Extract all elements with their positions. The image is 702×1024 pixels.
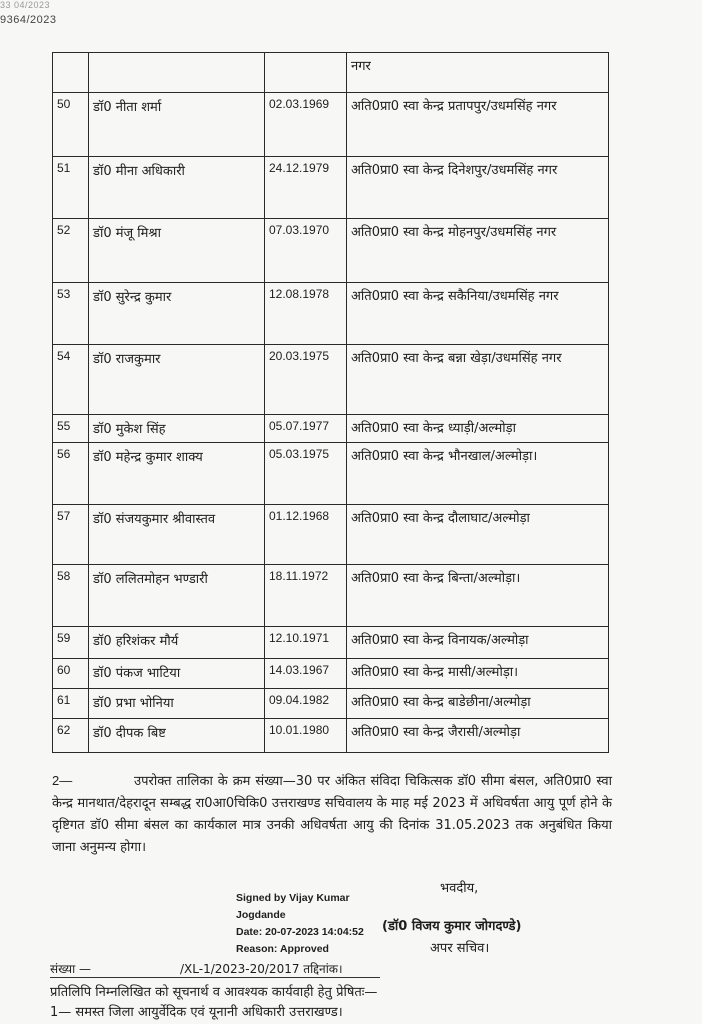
doctor-posting-table [52, 52, 609, 753]
officer-name: (डॉ0 विजय कुमार जोगदण्डे) [382, 919, 522, 934]
posting-place: अति0प्रा0 स्वा केन्द्र विनायक/अल्मोड़ा [347, 627, 609, 659]
table-row [53, 719, 609, 753]
posting-place: अति0प्रा0 स्वा केन्द्र बाडेछीना/अल्मोड़ा [347, 689, 609, 719]
posting-place: अति0प्रा0 स्वा केन्द्र जैरासी/अल्मोड़ा [347, 719, 609, 753]
posting-place: अति0प्रा0 स्वा केन्द्र दौलाघाट/अल्मोड़ा [347, 505, 609, 565]
signature-signed-by: Signed by Vijay Kumar [236, 892, 350, 904]
officer-designation: अपर सचिव। [430, 941, 490, 956]
table-row [53, 93, 609, 157]
posting-place: अति0प्रा0 स्वा केन्द्र बन्ना खेड़ा/उधमसिंह नगर [347, 345, 609, 415]
faint-reference: 33 04/2023 [0, 0, 51, 10]
serial-number: 55 [53, 415, 89, 443]
table-row [53, 283, 609, 345]
doctor-name: डॉ0 मुकेश सिंह [89, 415, 265, 443]
doctor-name: डॉ0 महेन्द्र कुमार शाक्य [89, 443, 265, 505]
doctor-name: डॉ0 नीता शर्मा [89, 93, 265, 157]
serial-number: 50 [53, 93, 89, 157]
posting-place: अति0प्रा0 स्वा केन्द्र मोहनपुर/उधमसिंह नगर [347, 219, 609, 283]
table-row [53, 565, 609, 627]
copy-to-heading: प्रतिलिपि निम्नलिखित को सूचनार्थ व आवश्यक कार्यवाही हेतु प्रेषितः— [50, 985, 378, 1000]
posting-place: अति0प्रा0 स्वा केन्द्र ध्याड़ी/अल्मोड़ा [347, 415, 609, 443]
table-row [53, 505, 609, 565]
table-row [53, 157, 609, 219]
dispatch-reference [50, 960, 380, 978]
posting-place: अति0प्रा0 स्वा केन्द्र बिन्ता/अल्मोड़ा। [347, 565, 609, 627]
signature-date: Date: 20-07-2023 14:04:52 [236, 926, 364, 938]
doctor-name: डॉ0 हरिशंकर मौर्य [89, 627, 265, 659]
doctor-name: डॉ0 प्रभा भोनिया [89, 689, 265, 719]
date-of-birth: 05.03.1975 [265, 443, 347, 505]
serial-number: 51 [53, 157, 89, 219]
posting-place: अति0प्रा0 स्वा केन्द्र मासी/अल्मोड़ा। [347, 659, 609, 689]
date-of-birth: 10.01.1980 [265, 719, 347, 753]
table-row [53, 443, 609, 505]
doctor-name: डॉ0 दीपक बिष्ट [89, 719, 265, 753]
note-paragraph [52, 770, 612, 859]
date-of-birth: 18.11.1972 [265, 565, 347, 627]
posting-place: अति0प्रा0 स्वा केन्द्र सकैनिया/उधमसिंह नगर [347, 283, 609, 345]
serial-number [53, 53, 89, 93]
document-reference: 9364/2023 [0, 14, 57, 26]
posting-place: अति0प्रा0 स्वा केन्द्र भौनखाल/अल्मोड़ा। [347, 443, 609, 505]
doctor-name: डॉ0 मीना अधिकारी [89, 157, 265, 219]
date-of-birth [265, 53, 347, 93]
closing-salutation: भवदीय, [440, 881, 479, 896]
doctor-name: डॉ0 संजयकुमार श्रीवास्तव [89, 505, 265, 565]
posting-place: नगर [347, 53, 609, 93]
serial-number: 54 [53, 345, 89, 415]
table-row [53, 53, 609, 93]
table-row [53, 689, 609, 719]
table-row [53, 415, 609, 443]
serial-number: 59 [53, 627, 89, 659]
doctor-name: डॉ0 मंजू मिश्रा [89, 219, 265, 283]
date-of-birth: 12.08.1978 [265, 283, 347, 345]
serial-number: 56 [53, 443, 89, 505]
reference-number: /XL-1/2023-20/2017 तद्दिनांक। [180, 962, 343, 976]
copy-recipient-item: 1— समस्त जिला आयुर्वेदिक एवं यूनानी अधिकारी उत्तराखण्ड। [50, 1005, 343, 1020]
reference-label: संख्या — [50, 962, 92, 976]
date-of-birth: 24.12.1979 [265, 157, 347, 219]
doctor-name: डॉ0 सुरेन्द्र कुमार [89, 283, 265, 345]
serial-number: 58 [53, 565, 89, 627]
date-of-birth: 07.03.1970 [265, 219, 347, 283]
note-text: उपरोक्त तालिका के क्रम संख्या—30 पर अंकित संविदा चिकित्सक डॉ0 सीमा बंसल, अति0प्रा0 स्वा केन्द्र मानथात/देहरादून सम्बद्ध रा0आ0चिकि0 उत्तराखण्ड सचिवालय के माह मई 2023 में अधिवर्षता आयु पूर्ण होने के दृष्टिगत डॉ0 सीमा बंसल का कार्यकाल मात्र उनकी अधिवर्षता आयु की दिनांक 31.05.2023 तक अनुबंधित किया जाना अनुमन्य होगा। [52, 774, 612, 855]
serial-number: 61 [53, 689, 89, 719]
table-row [53, 219, 609, 283]
doctor-name: डॉ0 राजकुमार [89, 345, 265, 415]
doctor-name: डॉ0 पंकज भाटिया [89, 659, 265, 689]
date-of-birth: 20.03.1975 [265, 345, 347, 415]
signature-surname: Jogdande [236, 909, 286, 921]
serial-number: 62 [53, 719, 89, 753]
date-of-birth: 01.12.1968 [265, 505, 347, 565]
doctor-name: डॉ0 ललितमोहन भण्डारी [89, 565, 265, 627]
date-of-birth: 09.04.1982 [265, 689, 347, 719]
serial-number: 60 [53, 659, 89, 689]
table-row [53, 627, 609, 659]
digital-signature-block [236, 890, 386, 958]
date-of-birth: 14.03.1967 [265, 659, 347, 689]
doctor-name [89, 53, 265, 93]
date-of-birth: 12.10.1971 [265, 627, 347, 659]
serial-number: 53 [53, 283, 89, 345]
table-row [53, 659, 609, 689]
date-of-birth: 02.03.1969 [265, 93, 347, 157]
date-of-birth: 05.07.1977 [265, 415, 347, 443]
serial-number: 52 [53, 219, 89, 283]
serial-number: 57 [53, 505, 89, 565]
table-row [53, 345, 609, 415]
signature-reason: Reason: Approved [236, 943, 329, 955]
posting-place: अति0प्रा0 स्वा केन्द्र प्रतापपुर/उधमसिंह नगर [347, 93, 609, 157]
note-number: 2— [52, 773, 73, 788]
posting-place: अति0प्रा0 स्वा केन्द्र दिनेशपुर/उधमसिंह नगर [347, 157, 609, 219]
